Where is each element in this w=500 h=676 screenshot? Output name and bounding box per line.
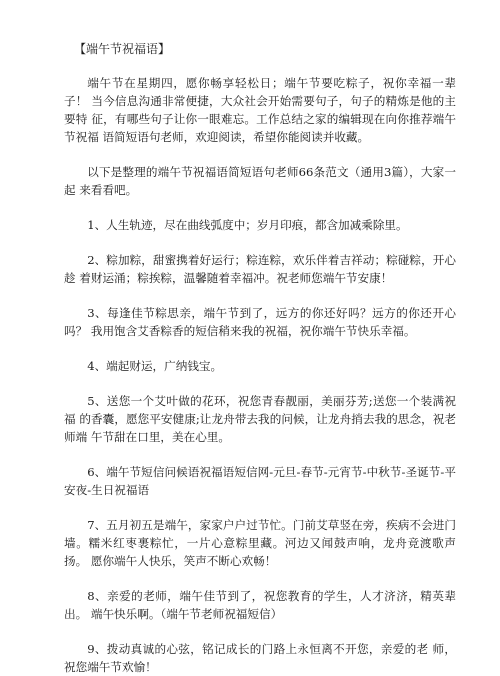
greeting-item-6: 6、端午节短信问候语祝福语短信网-元旦-春节-元宵节-中秋节-圣诞节-平 安夜-生日祝福语 — [64, 465, 456, 497]
document-title: 【端午节祝福语】 — [74, 42, 171, 56]
intro-paragraph: 端午节在星期四，愿你畅享轻松日；端午节要吃粽子，祝你幸福一辈子！ 当今信息沟通非常便捷，大众社会开始需要句子，句子的精炼是他的主要特 征，有哪些句子让你一眼难忘。工作总结之家的编辑现在向你推荐端午节祝福 语简短语句老师，欢迎阅读，希望你能阅读并收藏。 — [64, 76, 456, 144]
greeting-item-8: 8、亲爱的老师，端午佳节到了，祝您教育的学生，人才济济，精英辈出。 端午快乐啊。（端午节老师祝福短信） — [64, 589, 456, 621]
greeting-item-9: 9、拨动真诚的心弦，铭记成长的门路上永恒离不开您，亲爱的老 师，祝您端午节欢愉！ — [64, 642, 456, 674]
greeting-item-1: 1、人生轨迹，尽在曲线弧度中；岁月印痕，都含加减乘除里。 — [87, 218, 408, 232]
greeting-item-7: 7、五月初五是端午，家家户户过节忙。门前艾草竖在旁，疾病不会进门 墙。糯米红枣裹粽忙，一片心意粽里藏。河边又闻鼓声响，龙舟竞渡歌声扬。 愿你端午人快乐，笑声不断心欢畅！ — [64, 518, 456, 568]
greeting-item-4: 4、端起财运，广纳钱宝。 — [87, 359, 223, 373]
summary-paragraph: 以下是整理的端午节祝福语简短语句老师66条范文（通用3篇），大家一起 来看看吧。 — [64, 165, 456, 197]
greeting-item-5: 5、送您一个艾叶做的花环，祝您青春靓丽，美丽芬芳;送您一个装满祝福 的香囊，愿您平安健康;让龙舟带去我的问候，让龙舟捎去我的思念，祝老师端 午节甜在口里，美在心里。 — [64, 394, 456, 444]
greeting-item-3: 3、每逢佳节粽思亲，端午节到了，远方的你还好吗？远方的你还开心吗？ 我用饱含艾香粽香的短信稍来我的祝福，祝你端午节快乐幸福。 — [64, 306, 456, 338]
greeting-item-2: 2、粽加粽，甜蜜携着好运行；粽连粽，欢乐伴着吉祥动；粽碰粽，开心趁 着财运涌；粽挨粽，温馨随着幸福冲。祝老师您端午节安康！ — [64, 253, 456, 285]
